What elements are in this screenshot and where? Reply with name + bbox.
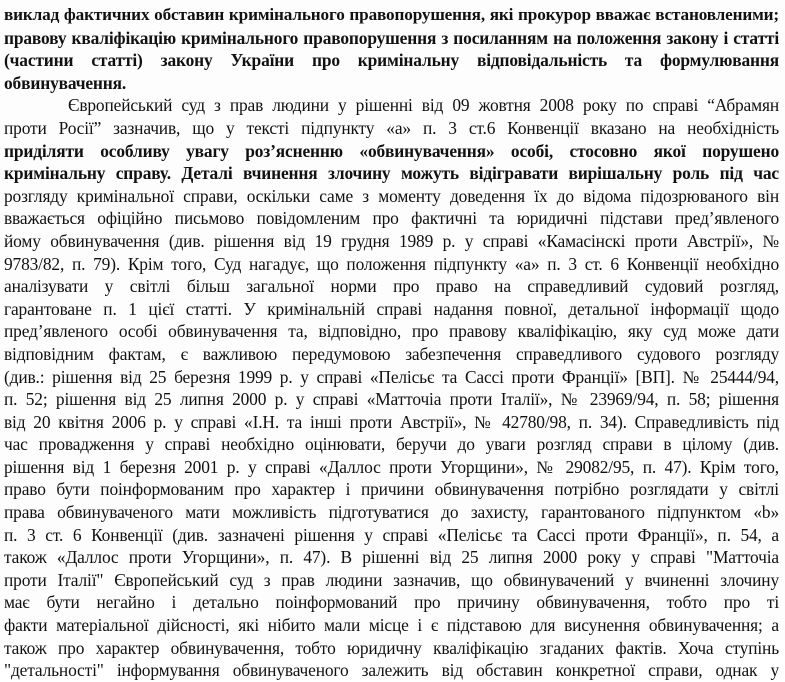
text-line: Європейський суд з прав людини у рішенні від 09 жовтня 2008 року по справі “Абрамян	[68, 95, 779, 116]
text-line: кримінальну справу. Деталі вчинення злочину можуть відігравати вирішальну роль під час	[4, 163, 779, 184]
text-line: також про характер обвинувачення, тобто юридичну кваліфікацію згаданих фактів. Хоча ступінь	[4, 637, 779, 658]
text-line: також «Даллос проти Угорщини», п. 47). В рішенні від 25 липня 2000 року у справі "Матточіа	[4, 547, 779, 568]
text-line: відповідним фактам, є важливою передумовою забезпечення справедливого судового розгляду	[4, 343, 779, 364]
text-line: проти Росії” зазначив, що у тексті підпункту «а» п. 3 ст.6 Конвенції вказано на необхідність	[4, 117, 779, 138]
paragraph-echr-abramyan	[4, 94, 779, 681]
text-line: проти Італії" Європейський суд з прав людини зазначив, що обвинувачений у вчиненні злочину	[4, 569, 779, 590]
text-line: п. 52; рішення від 25 липня 2000 р. у справі «Матточіа проти Італії», № 23969/94, п. 58; рішення	[4, 389, 779, 410]
text-line: має бути негайно і детально поінформований про причину обвинувачення, тобто про ті	[4, 592, 779, 613]
text-line: "детальності" інформування обвинуваченого залежить від обставин конкретної справи, однак у	[4, 660, 779, 681]
text-line: 9783/82, п. 79). Крім того, Суд нагадує, що положення підпункту «а» п. 3 ст. 6 Конвенції необхідно	[4, 253, 779, 274]
text-line: пред’явленого особі обвинувачення та, відповідно, про правову кваліфікацію, яку суд може дати	[4, 321, 779, 342]
text-line: час провадження у справі необхідно оцінювати, беручи до уваги розгляд справи в цілому (див.	[4, 434, 779, 455]
text-line: правову кваліфікацію кримінального правопорушення з посиланням на положення закону і статті	[4, 27, 779, 48]
text-line: аналізувати у світлі більш загальної норми про право на справедливий судовий розгляд,	[4, 276, 779, 297]
text-line: виклад фактичних обставин кримінального правопорушення, які прокурор вважає встановленими;	[4, 5, 779, 24]
paragraph-qualification	[4, 4, 779, 94]
text-line: (частини статті) закону України про кримінальну відповідальність та формулювання	[4, 50, 779, 71]
text-line: гарантоване п. 1 цієї статті. У кримінальній справі надання повної, детальної інформації щодо	[4, 298, 779, 319]
text-line: від 20 квітня 2006 р. у справі «І.Н. та інші проти Австрії», № 42780/98, п. 34). Справедливість під	[4, 411, 779, 432]
text-line: факти матеріальної дійсності, які нібито мали місце і є підставою для висунення обвинувачення; а	[4, 615, 779, 636]
text-line: п. 3 ст. 6 Конвенції (див. зазначені рішення у справі «Пелісьє та Сассі проти Франції», п. 54, а	[4, 524, 779, 545]
text-line: приділяти особливу увагу роз’ясненню «обвинувачення» особі, стосовно якої порушено	[4, 140, 779, 161]
text-line: (див.: рішення від 25 березня 1999 р. у справі «Пелісьє та Сассі проти Франції» [ВП]. № 25444/94,	[4, 366, 779, 387]
text-line: обвинувачення.	[4, 72, 127, 93]
text-line: рішення від 1 березня 2001 р. у справі «Даллос проти Угорщини», № 29082/95, п. 47). Крім того,	[4, 456, 779, 477]
text-line: право бути поінформованим про характер і причини обвинувачення потрібно розглядати у світлі	[4, 479, 779, 500]
text-line: права обвинуваченого мати можливість підготуватися до захисту, гарантованого підпунктом «b»	[4, 502, 779, 523]
text-line: вважається офіційно письмово повідомленим про фактичні та юридичні підстави пред’явленого	[4, 208, 779, 229]
text-line: йому обвинувачення (див. рішення від 19 грудня 1989 р. у справі «Камасінскі проти Австрії», №	[4, 230, 779, 251]
text-line: розгляду кримінальної справи, оскільки саме з моменту доведення їх до відома підозрюваного він	[4, 185, 779, 206]
